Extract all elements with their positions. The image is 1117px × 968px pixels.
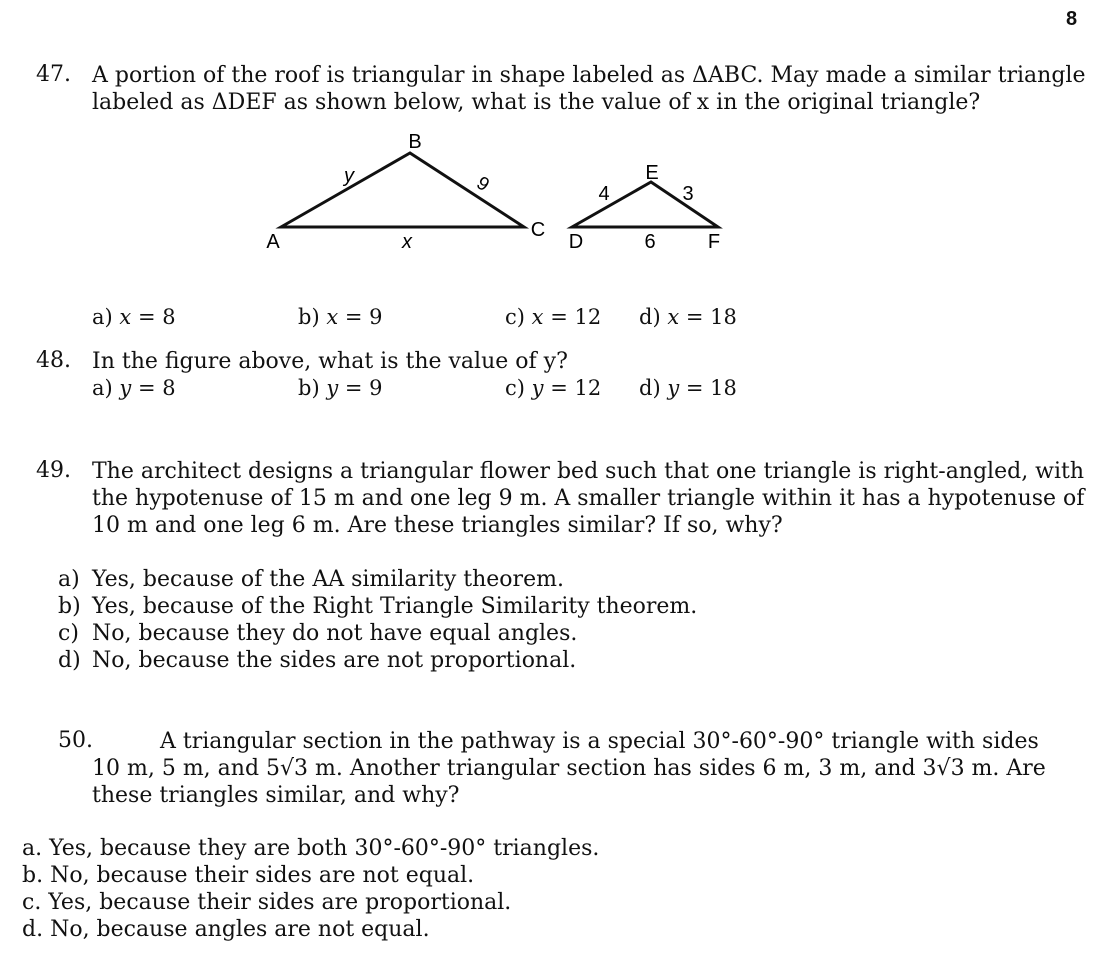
question-text-line: 10 m and one leg 6 m. Are these triangles similar? If so, why? [92, 513, 783, 538]
answer-option-c[interactable]: c) y = 12 [505, 376, 602, 400]
question-text-line: the hypotenuse of 15 m and one leg 9 m. A smaller triangle within it has a hypotenuse of [92, 486, 1085, 511]
question-text-line: 10 m, 5 m, and 5√3 m. Another triangular section has sides 6 m, 3 m, and 3√3 m. Are [92, 756, 1046, 781]
answer-option-d[interactable]: d) y = 18 [639, 376, 737, 400]
vertex-label-f: F [707, 231, 721, 253]
side-label-4: 4 [598, 183, 610, 205]
question-text-line: labeled as ΔDEF as shown below, what is the value of x in the original triangle? [92, 90, 981, 115]
answer-option-c[interactable]: c) No, because they do not have equal angles. [58, 621, 578, 646]
page-number: 8 [1066, 8, 1078, 30]
side-label-x: x [402, 231, 412, 253]
answer-option-a[interactable]: a. Yes, because they are both 30°-60°-90° triangles. [22, 836, 600, 861]
question-text-line: The architect designs a triangular flower bed such that one triangle is right-angled, with [92, 459, 1085, 484]
question-number: 47. [36, 62, 71, 87]
side-label-6: 6 [644, 231, 656, 253]
answer-option-b[interactable]: b) Yes, because of the Right Triangle Similarity theorem. [58, 594, 698, 619]
vertex-label-e: E [645, 162, 659, 184]
answer-option-b[interactable]: b) y = 9 [298, 376, 383, 400]
question-text-line: A portion of the roof is triangular in shape labeled as ΔABC. May made a similar triangle [92, 63, 1086, 88]
answer-option-a[interactable]: a) Yes, because of the AA similarity theorem. [58, 567, 564, 592]
answer-option-b[interactable]: b) x = 9 [298, 305, 383, 329]
side-label-9: 9 [472, 172, 493, 197]
side-label-y: y [344, 165, 354, 187]
vertex-label-b: B [408, 131, 422, 153]
vertex-label-d: D [568, 231, 584, 253]
question-number: 49. [36, 458, 71, 483]
answer-option-d[interactable]: d. No, because angles are not equal. [22, 917, 430, 942]
answer-option-a[interactable]: a) y = 8 [92, 376, 176, 400]
vertex-label-a: A [266, 231, 280, 253]
vertex-label-c: C [530, 219, 546, 241]
answer-option-c[interactable]: c) x = 12 [505, 305, 602, 329]
question-text-line: A triangular section in the pathway is a special 30°-60°-90° triangle with sides [160, 729, 1039, 754]
answer-option-b[interactable]: b. No, because their sides are not equal. [22, 863, 475, 888]
answer-option-d[interactable]: d) x = 18 [639, 305, 737, 329]
question-number: 48. [36, 348, 71, 373]
question-number: 50. [58, 728, 93, 753]
triangle-abc [281, 153, 524, 227]
similar-triangles-figure [0, 0, 1117, 270]
answer-option-a[interactable]: a) x = 8 [92, 305, 176, 329]
question-text-line: In the figure above, what is the value of y? [92, 349, 568, 374]
answer-option-c[interactable]: c. Yes, because their sides are proportional. [22, 890, 512, 915]
triangle-def [572, 182, 718, 227]
answer-option-d[interactable]: d) No, because the sides are not proportional. [58, 648, 577, 673]
question-text-line: these triangles similar, and why? [92, 783, 460, 808]
side-label-3: 3 [682, 183, 694, 205]
